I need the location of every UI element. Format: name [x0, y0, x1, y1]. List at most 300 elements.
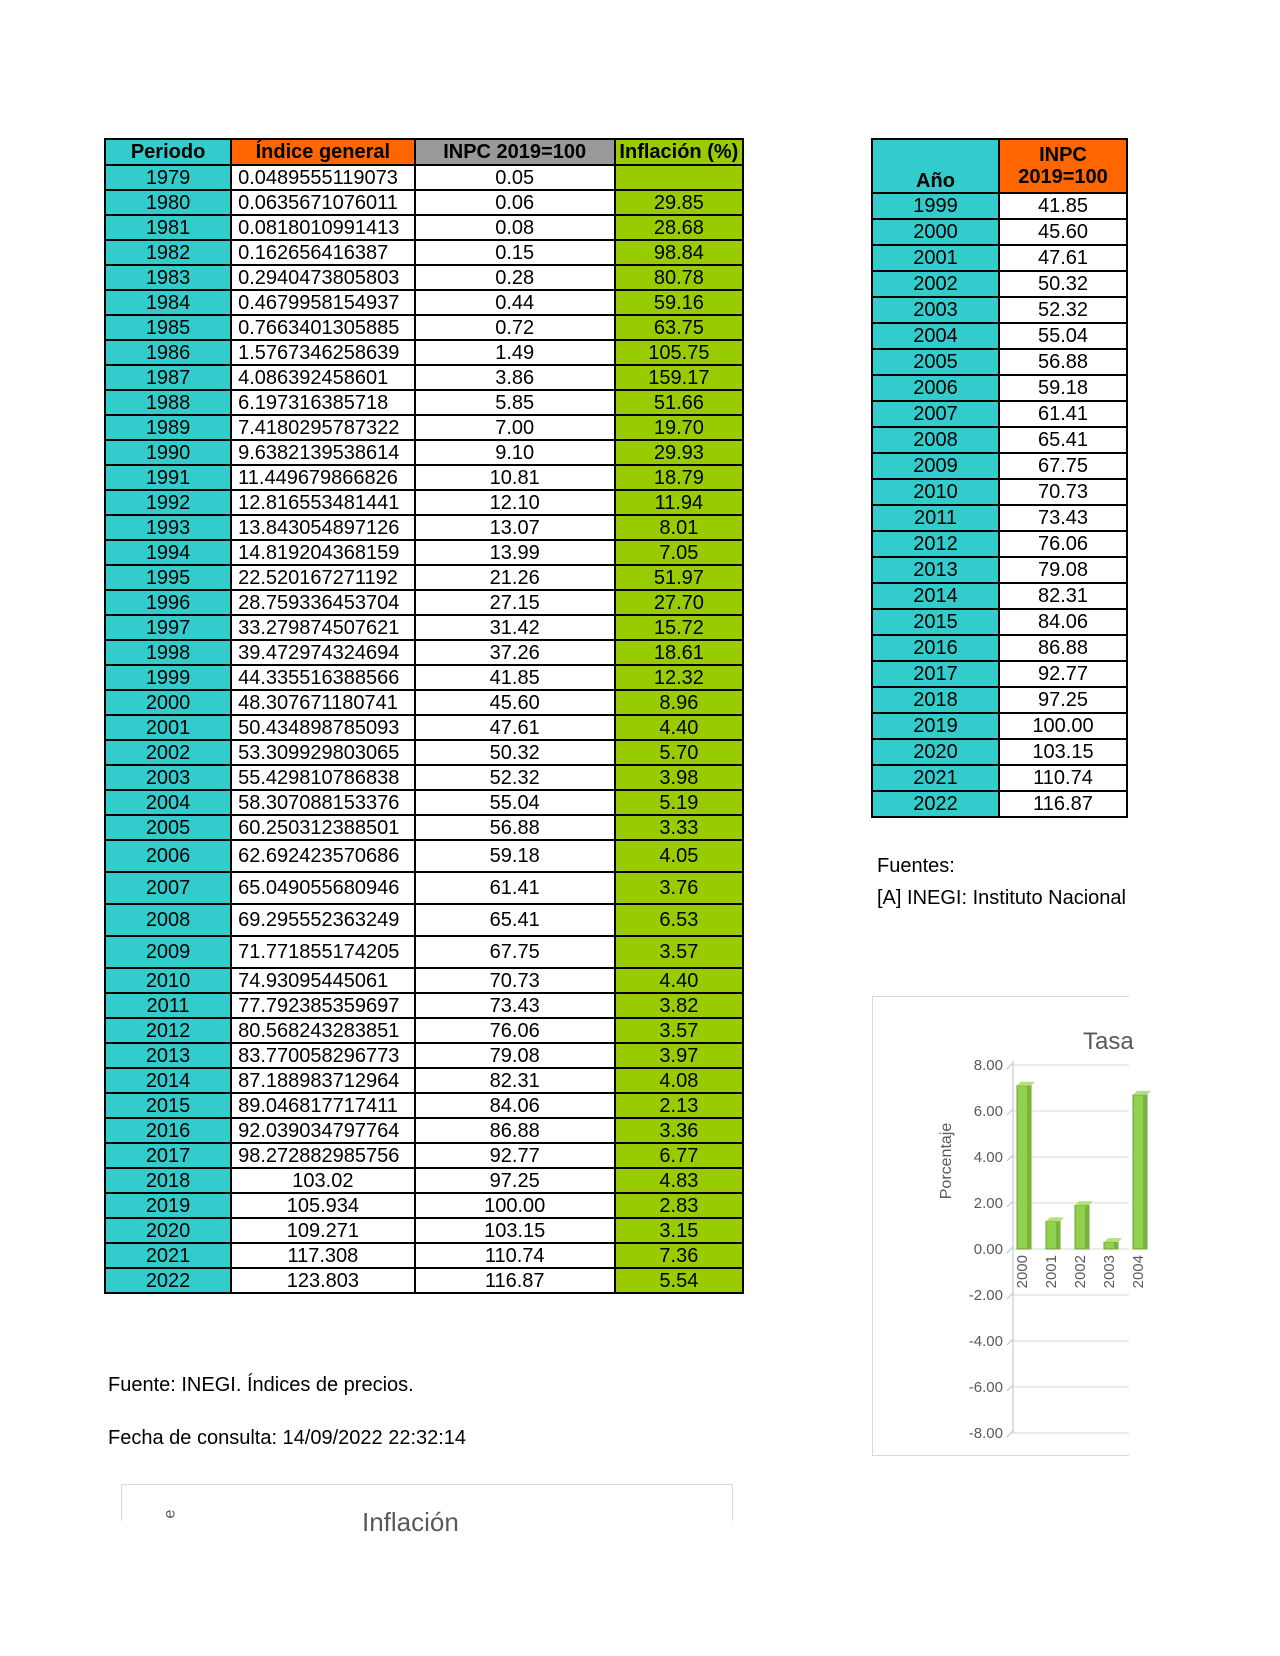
- cell-periodo: 2015: [105, 1093, 231, 1118]
- header-inpc: INPC 2019=100: [415, 139, 615, 165]
- cell-periodo: 2020: [105, 1218, 231, 1243]
- cell-indice-general: 117.308: [231, 1243, 414, 1268]
- cell-inflacion: 105.75: [615, 340, 743, 365]
- cell-indice-general: 89.046817717411: [231, 1093, 414, 1118]
- table-row: [105, 415, 743, 440]
- summary-row: [872, 271, 1127, 297]
- cell-ano: 2001: [872, 245, 999, 271]
- cell-periodo: 1999: [105, 665, 231, 690]
- cell-periodo: 1989: [105, 415, 231, 440]
- cell-inflacion: 11.94: [615, 490, 743, 515]
- cell-inflacion: 3.57: [615, 1018, 743, 1043]
- cell-inpc: 116.87: [415, 1268, 615, 1293]
- cell-periodo: 1983: [105, 265, 231, 290]
- cell-inflacion: 3.98: [615, 765, 743, 790]
- cell-periodo: 2007: [105, 872, 231, 904]
- cell-inpc: 65.41: [415, 904, 615, 936]
- table-row: [105, 265, 743, 290]
- header-inflacion: Inflación (%): [615, 139, 743, 165]
- cell-inpc: 21.26: [415, 565, 615, 590]
- cell-inflacion: 80.78: [615, 265, 743, 290]
- inflation-table: [104, 138, 744, 1294]
- cell-inflacion: 3.57: [615, 936, 743, 968]
- cell-inpc-2019: 67.75: [999, 453, 1127, 479]
- tick-mark: [1007, 1109, 1013, 1115]
- cell-inpc-2019: 79.08: [999, 557, 1127, 583]
- summary-row: [872, 375, 1127, 401]
- summary-row: [872, 323, 1127, 349]
- table-row: [105, 215, 743, 240]
- cell-inpc-2019: 84.06: [999, 609, 1127, 635]
- y-tick-label: 4.00: [973, 1149, 1003, 1166]
- cell-inpc: 0.44: [415, 290, 615, 315]
- cell-periodo: 2004: [105, 790, 231, 815]
- table-row: [105, 640, 743, 665]
- cell-inpc: 13.99: [415, 540, 615, 565]
- summary-row: [872, 505, 1127, 531]
- header-periodo: Periodo: [105, 139, 231, 165]
- cell-indice-general: 105.934: [231, 1193, 414, 1218]
- cell-periodo: 2016: [105, 1118, 231, 1143]
- cell-inflacion: 2.83: [615, 1193, 743, 1218]
- table-row: [105, 1093, 743, 1118]
- cell-indice-general: 62.692423570686: [231, 840, 414, 872]
- table-row: [105, 904, 743, 936]
- tick-mark: [1007, 1155, 1013, 1161]
- cell-periodo: 2009: [105, 936, 231, 968]
- summary-row: [872, 349, 1127, 375]
- x-category-label: 2001: [1043, 1255, 1060, 1289]
- bar-side: [1085, 1205, 1089, 1249]
- bar-top: [1104, 1238, 1122, 1242]
- table-row: [105, 165, 743, 190]
- cell-indice-general: 0.0818010991413: [231, 215, 414, 240]
- table-row: [105, 1168, 743, 1193]
- cell-indice-general: 123.803: [231, 1268, 414, 1293]
- cell-inflacion: 51.66: [615, 390, 743, 415]
- cell-inpc: 97.25: [415, 1168, 615, 1193]
- table-row: [105, 1193, 743, 1218]
- cell-ano: 2007: [872, 401, 999, 427]
- cell-ano: 2000: [872, 219, 999, 245]
- cell-inflacion: [615, 165, 743, 190]
- cell-inpc: 79.08: [415, 1043, 615, 1068]
- cell-inpc: 100.00: [415, 1193, 615, 1218]
- cell-inpc-2019: 65.41: [999, 427, 1127, 453]
- cell-indice-general: 0.4679958154937: [231, 290, 414, 315]
- cell-ano: 2021: [872, 765, 999, 791]
- consult-date: Fecha de consulta: 14/09/2022 22:32:14: [108, 1427, 467, 1449]
- cell-inflacion: 18.61: [615, 640, 743, 665]
- table-row: [105, 515, 743, 540]
- cell-inpc-2019: 61.41: [999, 401, 1127, 427]
- cell-inflacion: 8.96: [615, 690, 743, 715]
- y-tick-label: 0.00: [973, 1241, 1003, 1258]
- table-row: [105, 1018, 743, 1043]
- table-row: [105, 740, 743, 765]
- cell-indice-general: 74.93095445061: [231, 968, 414, 993]
- cell-inpc-2019: 55.04: [999, 323, 1127, 349]
- x-category-label: 2004: [1130, 1255, 1147, 1289]
- cell-periodo: 1998: [105, 640, 231, 665]
- cell-inpc: 47.61: [415, 715, 615, 740]
- table-row: [105, 340, 743, 365]
- header-ano: Año: [872, 139, 999, 193]
- bar-side: [1056, 1221, 1060, 1249]
- cell-inpc-2019: 82.31: [999, 583, 1127, 609]
- chart-ylabel: Porcentaje: [938, 1122, 955, 1200]
- cell-inflacion: 98.84: [615, 240, 743, 265]
- cell-indice-general: 0.162656416387: [231, 240, 414, 265]
- cell-periodo: 2019: [105, 1193, 231, 1218]
- bar-side: [1114, 1242, 1118, 1249]
- cell-periodo: 2021: [105, 1243, 231, 1268]
- cell-inflacion: 6.77: [615, 1143, 743, 1168]
- cell-inpc: 37.26: [415, 640, 615, 665]
- cell-ano: 2011: [872, 505, 999, 531]
- cell-periodo: 1994: [105, 540, 231, 565]
- header-inpc-2019: INPC 2019=100: [999, 139, 1127, 193]
- table-row: [105, 790, 743, 815]
- cell-inpc-2019: 41.85: [999, 193, 1127, 219]
- cell-inflacion: 8.01: [615, 515, 743, 540]
- cell-inflacion: 18.79: [615, 465, 743, 490]
- cell-ano: 2018: [872, 687, 999, 713]
- cell-indice-general: 11.449679866826: [231, 465, 414, 490]
- table-row: [105, 872, 743, 904]
- y-tick-label: -2.00: [968, 1287, 1003, 1304]
- chart-title: Tasa: [1083, 1028, 1134, 1055]
- cell-indice-general: 44.335516388566: [231, 665, 414, 690]
- cell-inpc: 55.04: [415, 790, 615, 815]
- cell-indice-general: 28.759336453704: [231, 590, 414, 615]
- cell-indice-general: 48.307671180741: [231, 690, 414, 715]
- cell-inpc: 45.60: [415, 690, 615, 715]
- cell-ano: 2009: [872, 453, 999, 479]
- table-row: [105, 815, 743, 840]
- cell-inpc: 84.06: [415, 1093, 615, 1118]
- table-row: [105, 465, 743, 490]
- cell-periodo: 2008: [105, 904, 231, 936]
- table-row: [105, 315, 743, 340]
- cell-inflacion: 15.72: [615, 615, 743, 640]
- cell-inflacion: 5.70: [615, 740, 743, 765]
- cell-inflacion: 2.13: [615, 1093, 743, 1118]
- y-tick-label: 2.00: [973, 1195, 1003, 1212]
- summary-row: [872, 219, 1127, 245]
- cell-inflacion: 59.16: [615, 290, 743, 315]
- cell-inpc-2019: 86.88: [999, 635, 1127, 661]
- table-body: [105, 165, 743, 1293]
- cell-inpc: 12.10: [415, 490, 615, 515]
- table-row: [105, 540, 743, 565]
- summary-row: [872, 739, 1127, 765]
- cell-ano: 2022: [872, 791, 999, 817]
- cell-inflacion: 5.19: [615, 790, 743, 815]
- cell-indice-general: 92.039034797764: [231, 1118, 414, 1143]
- cell-periodo: 1993: [105, 515, 231, 540]
- table-row: [105, 1268, 743, 1293]
- summary-row: [872, 401, 1127, 427]
- cell-inpc-2019: 103.15: [999, 739, 1127, 765]
- table-row: [105, 490, 743, 515]
- table-row: [105, 1118, 743, 1143]
- summary-row: [872, 713, 1127, 739]
- cell-inflacion: 5.54: [615, 1268, 743, 1293]
- table-row: [105, 240, 743, 265]
- table-row: [105, 968, 743, 993]
- cell-ano: 2002: [872, 271, 999, 297]
- cell-periodo: 1997: [105, 615, 231, 640]
- summary-body: [872, 193, 1127, 817]
- cell-inpc: 67.75: [415, 936, 615, 968]
- source-a-clip: [877, 887, 1128, 917]
- cell-periodo: 1980: [105, 190, 231, 215]
- cell-periodo: 2013: [105, 1043, 231, 1068]
- summary-row: [872, 453, 1127, 479]
- x-category-label: 2000: [1014, 1255, 1031, 1289]
- cell-indice-general: 58.307088153376: [231, 790, 414, 815]
- cell-inpc: 56.88: [415, 815, 615, 840]
- cell-indice-general: 83.770058296773: [231, 1043, 414, 1068]
- cell-indice-general: 103.02: [231, 1168, 414, 1193]
- cell-indice-general: 109.271: [231, 1218, 414, 1243]
- cell-indice-general: 6.197316385718: [231, 390, 414, 415]
- table-row: [105, 365, 743, 390]
- table-row: [105, 690, 743, 715]
- cell-periodo: 2001: [105, 715, 231, 740]
- summary-row: [872, 245, 1127, 271]
- cell-inflacion: 4.40: [615, 968, 743, 993]
- cell-ano: 2019: [872, 713, 999, 739]
- table-row: [105, 190, 743, 215]
- cell-indice-general: 69.295552363249: [231, 904, 414, 936]
- cell-inpc: 50.32: [415, 740, 615, 765]
- cell-inpc: 52.32: [415, 765, 615, 790]
- table-row: [105, 993, 743, 1018]
- cell-inpc-2019: 110.74: [999, 765, 1127, 791]
- summary-row: [872, 765, 1127, 791]
- cell-ano: 2012: [872, 531, 999, 557]
- cell-inflacion: 29.93: [615, 440, 743, 465]
- cell-ano: 2010: [872, 479, 999, 505]
- cell-indice-general: 12.816553481441: [231, 490, 414, 515]
- bar-side: [1027, 1086, 1031, 1249]
- cell-indice-general: 60.250312388501: [231, 815, 414, 840]
- cell-inpc: 27.15: [415, 590, 615, 615]
- cell-periodo: 2002: [105, 740, 231, 765]
- cell-inflacion: 7.36: [615, 1243, 743, 1268]
- tick-mark: [1007, 1247, 1013, 1253]
- cell-indice-general: 0.0489555119073: [231, 165, 414, 190]
- inpc-summary-table: [871, 138, 1128, 818]
- cell-inpc-2019: 70.73: [999, 479, 1127, 505]
- table-row: [105, 1068, 743, 1093]
- cell-inflacion: 27.70: [615, 590, 743, 615]
- cell-inpc-2019: 50.32: [999, 271, 1127, 297]
- sources-label: Fuentes:: [877, 855, 955, 877]
- y-tick-label: 8.00: [973, 1057, 1003, 1074]
- bar-top: [1133, 1091, 1151, 1095]
- tick-mark: [1007, 1385, 1013, 1391]
- cell-inpc: 0.08: [415, 215, 615, 240]
- cell-periodo: 1984: [105, 290, 231, 315]
- cell-inpc-2019: 52.32: [999, 297, 1127, 323]
- table-row: [105, 615, 743, 640]
- tick-mark: [1007, 1431, 1013, 1437]
- table-row: [105, 1218, 743, 1243]
- cell-inpc: 1.49: [415, 340, 615, 365]
- summary-row: [872, 791, 1127, 817]
- cell-indice-general: 50.434898785093: [231, 715, 414, 740]
- summary-row: [872, 531, 1127, 557]
- cell-periodo: 1996: [105, 590, 231, 615]
- table-row: [105, 1043, 743, 1068]
- cell-ano: 2015: [872, 609, 999, 635]
- cell-inflacion: 3.36: [615, 1118, 743, 1143]
- x-category-label: 2003: [1101, 1255, 1118, 1289]
- cell-periodo: 1986: [105, 340, 231, 365]
- cell-indice-general: 14.819204368159: [231, 540, 414, 565]
- cell-inpc-2019: 116.87: [999, 791, 1127, 817]
- cell-indice-general: 55.429810786838: [231, 765, 414, 790]
- cell-indice-general: 87.188983712964: [231, 1068, 414, 1093]
- cell-indice-general: 9.6382139538614: [231, 440, 414, 465]
- cell-indice-general: 71.771855174205: [231, 936, 414, 968]
- cell-inpc-2019: 100.00: [999, 713, 1127, 739]
- cell-inpc: 0.15: [415, 240, 615, 265]
- table-row: [105, 590, 743, 615]
- cell-periodo: 2005: [105, 815, 231, 840]
- cell-inflacion: 63.75: [615, 315, 743, 340]
- cell-inpc: 41.85: [415, 665, 615, 690]
- chart-svg: [873, 997, 1147, 1455]
- cell-inpc-2019: 47.61: [999, 245, 1127, 271]
- cell-inpc-2019: 73.43: [999, 505, 1127, 531]
- cell-inpc: 110.74: [415, 1243, 615, 1268]
- y-tick-label: 6.00: [973, 1103, 1003, 1120]
- cell-periodo: 1990: [105, 440, 231, 465]
- cell-periodo: 2017: [105, 1143, 231, 1168]
- cell-ano: 2017: [872, 661, 999, 687]
- cell-ano: 2016: [872, 635, 999, 661]
- cell-inflacion: 4.08: [615, 1068, 743, 1093]
- cell-inpc: 76.06: [415, 1018, 615, 1043]
- cell-inflacion: 3.82: [615, 993, 743, 1018]
- cell-inpc-2019: 56.88: [999, 349, 1127, 375]
- cell-inpc: 73.43: [415, 993, 615, 1018]
- cell-periodo: 2000: [105, 690, 231, 715]
- bar-top: [1017, 1082, 1035, 1086]
- cell-inpc: 5.85: [415, 390, 615, 415]
- chart-2-title-fragment: Inflación: [362, 1507, 459, 1537]
- cell-ano: 2008: [872, 427, 999, 453]
- cell-indice-general: 98.272882985756: [231, 1143, 414, 1168]
- tick-mark: [1007, 1201, 1013, 1207]
- cell-inflacion: 19.70: [615, 415, 743, 440]
- table-row: [105, 440, 743, 465]
- summary-row: [872, 583, 1127, 609]
- y-tick-label: -8.00: [968, 1425, 1003, 1442]
- table-row: [105, 1243, 743, 1268]
- chart-2-fragment: [121, 1484, 733, 1537]
- cell-inpc: 0.72: [415, 315, 615, 340]
- y-tick-label: -4.00: [968, 1333, 1003, 1350]
- table-row: [105, 390, 743, 415]
- cell-inpc: 86.88: [415, 1118, 615, 1143]
- cell-ano: 2003: [872, 297, 999, 323]
- cell-ano: 1999: [872, 193, 999, 219]
- cell-inpc: 103.15: [415, 1218, 615, 1243]
- bar-top: [1075, 1201, 1093, 1205]
- cell-indice-general: 1.5767346258639: [231, 340, 414, 365]
- summary-row: [872, 687, 1127, 713]
- cell-indice-general: 0.2940473805803: [231, 265, 414, 290]
- cell-inflacion: 3.76: [615, 872, 743, 904]
- cell-indice-general: 53.309929803065: [231, 740, 414, 765]
- cell-inpc: 70.73: [415, 968, 615, 993]
- cell-ano: 2006: [872, 375, 999, 401]
- table-row: [105, 765, 743, 790]
- header-indice-general: Índice general: [231, 139, 414, 165]
- cell-periodo: 2011: [105, 993, 231, 1018]
- cell-indice-general: 39.472974324694: [231, 640, 414, 665]
- cell-inpc-2019: 92.77: [999, 661, 1127, 687]
- summary-row: [872, 635, 1127, 661]
- table-row: [105, 840, 743, 872]
- cell-indice-general: 7.4180295787322: [231, 415, 414, 440]
- cell-indice-general: 0.7663401305885: [231, 315, 414, 340]
- cell-indice-general: 77.792385359697: [231, 993, 414, 1018]
- cell-inflacion: 3.97: [615, 1043, 743, 1068]
- cell-inpc: 10.81: [415, 465, 615, 490]
- cell-inflacion: 4.83: [615, 1168, 743, 1193]
- tick-mark: [1007, 1063, 1013, 1069]
- summary-row: [872, 661, 1127, 687]
- cell-periodo: 1995: [105, 565, 231, 590]
- cell-inpc-2019: 97.25: [999, 687, 1127, 713]
- cell-inpc: 61.41: [415, 872, 615, 904]
- cell-periodo: 1985: [105, 315, 231, 340]
- summary-row: [872, 193, 1127, 219]
- cell-periodo: 1981: [105, 215, 231, 240]
- cell-periodo: 2022: [105, 1268, 231, 1293]
- cell-indice-general: 65.049055680946: [231, 872, 414, 904]
- cell-inflacion: 6.53: [615, 904, 743, 936]
- cell-ano: 2005: [872, 349, 999, 375]
- table-row: [105, 290, 743, 315]
- cell-periodo: 1992: [105, 490, 231, 515]
- source-note: Fuente: INEGI. Índices de precios.: [108, 1374, 414, 1396]
- cell-periodo: 1988: [105, 390, 231, 415]
- cell-inpc: 7.00: [415, 415, 615, 440]
- cell-inflacion: 159.17: [615, 365, 743, 390]
- bar-top: [1046, 1217, 1064, 1221]
- inflation-chart: [872, 996, 1147, 1456]
- y-tick-label: -6.00: [968, 1379, 1003, 1396]
- cell-periodo: 2006: [105, 840, 231, 872]
- cell-indice-general: 13.843054897126: [231, 515, 414, 540]
- cell-indice-general: 33.279874507621: [231, 615, 414, 640]
- cell-inpc: 9.10: [415, 440, 615, 465]
- summary-row: [872, 557, 1127, 583]
- cell-inpc: 31.42: [415, 615, 615, 640]
- cell-inflacion: 29.85: [615, 190, 743, 215]
- cell-inflacion: 4.05: [615, 840, 743, 872]
- cell-ano: 2013: [872, 557, 999, 583]
- cell-inpc: 3.86: [415, 365, 615, 390]
- cell-inflacion: 3.15: [615, 1218, 743, 1243]
